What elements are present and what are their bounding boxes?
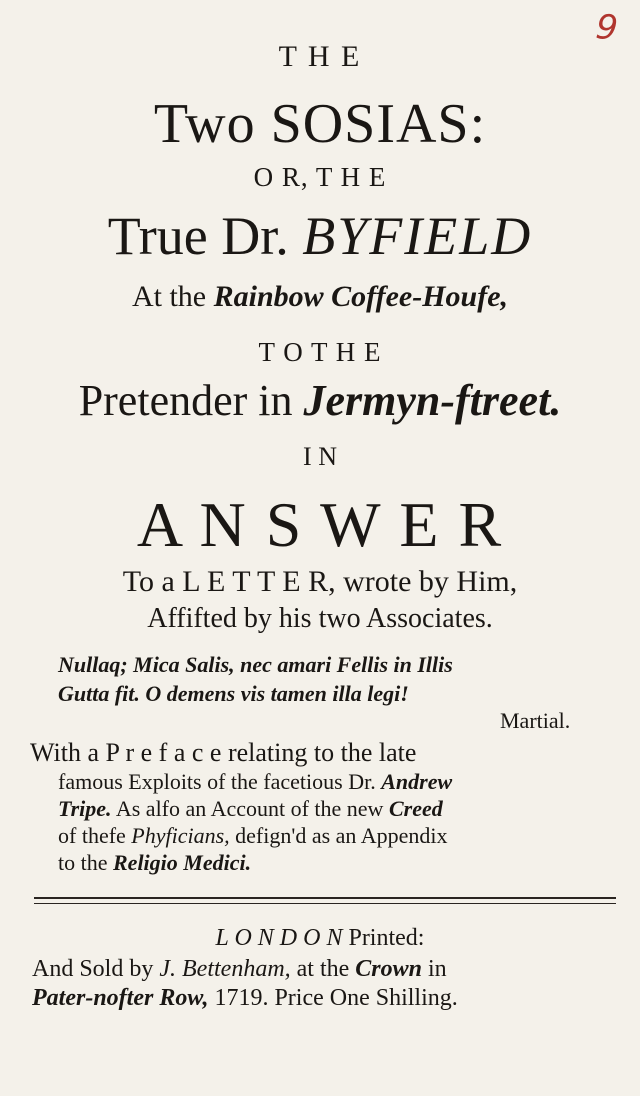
preface-line-5 [58, 850, 251, 876]
preface-account: As alfo an Account of the new [115, 796, 384, 821]
title-rainbow-coffee-house: Rainbow Coffee-Houfe, [213, 280, 509, 313]
imprint-printed: Printed: [348, 925, 425, 951]
title-the: T H E [278, 40, 362, 73]
epigraph-attribution: Martial. [500, 708, 571, 733]
title-two-sosias: Two SOSIAS: [153, 93, 487, 155]
preface-line-1: With a P r e f a c e relating to the late [30, 738, 417, 767]
imprint-crown: Crown [355, 956, 422, 982]
preface-line-3 [58, 796, 443, 822]
title-answer: A N S W E R [136, 489, 504, 560]
imprint-in: in [428, 956, 447, 982]
imprint-year: 1719. [214, 985, 269, 1011]
preface-physicians: Phyficians, [131, 823, 230, 848]
imprint-price: Price One Shilling. [274, 985, 458, 1011]
imprint-at-the: at the [296, 956, 350, 982]
title-or-the: O R, T H E [253, 162, 387, 192]
double-rule-bottom [34, 903, 616, 904]
subtitle-letter: To a L E T T E R, wrote by Him, [122, 565, 518, 598]
epigraph-line-1: Nullaq; Mica Salis, nec amari Fellis in Illis [58, 652, 453, 677]
title-to-the: T O T H E [258, 337, 382, 367]
title-true-dr: True Dr. [107, 206, 289, 266]
preface-creed: Creed [388, 796, 443, 821]
title-true-dr-byfield [0, 205, 640, 267]
imprint-london-word: L O N D O N [215, 925, 343, 951]
title-pretender-line [0, 375, 640, 426]
shelfmark: 9 [594, 6, 621, 50]
title-pretender-in: Pretender in [78, 376, 293, 425]
imprint-bettenham: J. Bettenham, [159, 956, 291, 982]
title-byfield: BYFIELD [302, 206, 533, 266]
title-jermyn-street: Jermyn-ftreet. [303, 376, 562, 425]
imprint-address [32, 985, 458, 1012]
preface-line-2 [58, 769, 452, 795]
double-rule-top [34, 897, 616, 899]
subtitle-assisted: Affifted by his two Associates. [147, 603, 493, 634]
preface-appendix: defign'd as an Appendix [235, 823, 448, 848]
title-rainbow-line [0, 280, 640, 314]
preface-of-these: of thefe [58, 823, 126, 848]
imprint-pater-noster-row: Pater-nofter Row, [32, 985, 209, 1011]
title-at-the: At the [131, 280, 207, 313]
imprint-sold-by [32, 956, 447, 983]
preface-andrew: Andrew [381, 769, 453, 794]
imprint-and-sold-by: And Sold by [32, 956, 154, 982]
imprint-london [0, 925, 640, 952]
preface-religio-medici: Religio Medici. [113, 850, 252, 875]
title-in: I N [303, 442, 337, 471]
preface-tripe: Tripe. [58, 796, 112, 821]
preface-to-the: to the [58, 850, 108, 875]
preface-line-4 [58, 823, 447, 849]
epigraph-line-2: Gutta fit. O demens vis tamen illa legi! [58, 681, 409, 706]
preface-exploits: famous Exploits of the facetious Dr. [58, 769, 376, 794]
